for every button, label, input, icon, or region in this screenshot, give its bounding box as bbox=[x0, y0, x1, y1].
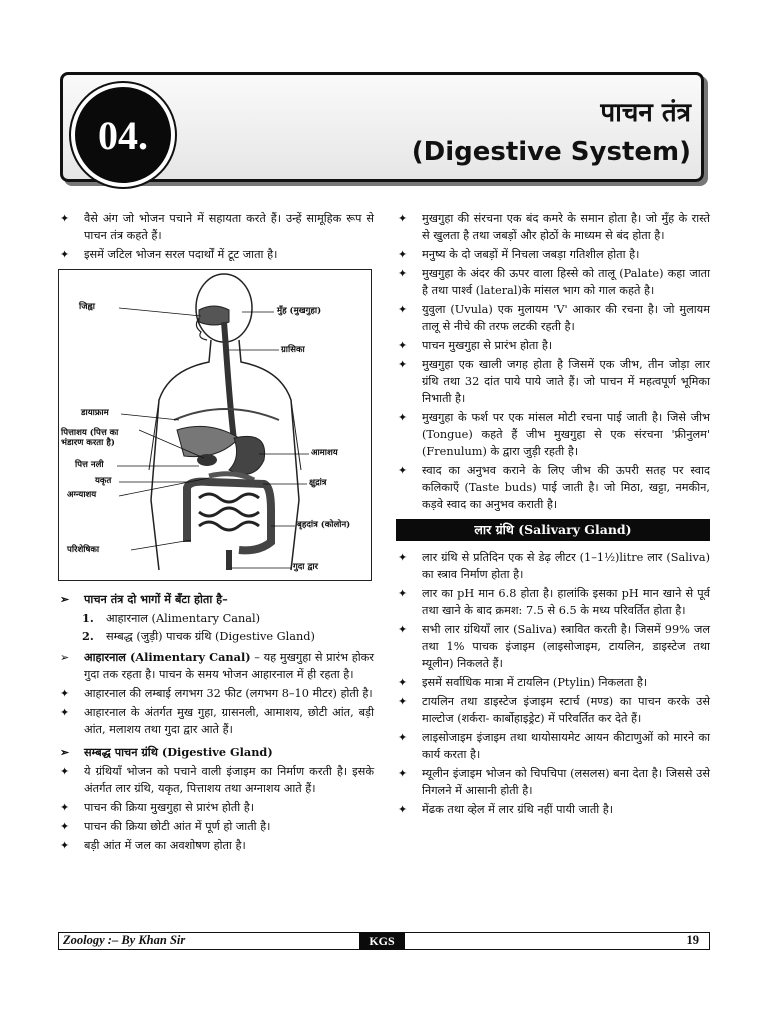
arrow-bullet-icon: ➢ bbox=[60, 746, 70, 759]
star-bullet-icon: ✦ bbox=[60, 801, 70, 814]
label-stomach: आमाशय bbox=[311, 448, 338, 458]
salivary-gland-section-title: लार ग्रंथि (Salivary Gland) bbox=[396, 519, 710, 541]
saliva-point: ✦ सभी लार ग्रंथियाँ लार (Saliva) स्त्रावित करती है। जिसमें 99% जल तथा 1% पाचक इंजाइम (लाइसोजाइम, टायलिन, डाइस्टेज तथा म्यूलीन) निकलते हैं। bbox=[398, 623, 710, 670]
label-diaphragm: डायाफ्राम bbox=[81, 408, 109, 418]
star-bullet-icon: ✦ bbox=[60, 212, 70, 225]
label-bile-duct: पित्त नली bbox=[75, 460, 104, 470]
page-footer bbox=[58, 932, 710, 950]
mouth-point: ✦ पाचन मुखगुहा से प्रारंभ होता है। bbox=[398, 339, 553, 352]
chapter-title-english: (Digestive System) bbox=[411, 137, 691, 167]
gland-point: ✦ ये ग्रंथियाँ भोजन को पचाने वाली इंजाइम का निर्माण करती है। इसके अंतर्गत लार ग्रंथि, यकृत, पित्ताशय तथा अग्नाशय आते हैं। bbox=[60, 765, 374, 795]
star-bullet-icon: ✦ bbox=[398, 248, 408, 261]
arrow-bullet-icon: ➢ bbox=[60, 651, 70, 664]
mouth-point: ✦ मुखगुहा की संरचना एक बंद कमरे के समान होता है। जो मुँह के रास्ते से खुलता है तथा जबड़ों और होठों के माध्यम से बंद होता है। bbox=[398, 212, 710, 242]
star-bullet-icon: ✦ bbox=[398, 303, 408, 316]
parts-item: 1. आहारनाल (Alimentary Canal) bbox=[82, 611, 261, 625]
star-bullet-icon: ✦ bbox=[398, 358, 408, 371]
star-bullet-icon: ✦ bbox=[398, 676, 408, 689]
star-bullet-icon: ✦ bbox=[398, 767, 408, 780]
parts-item: 2. सम्बद्ध (जुड़ी) पाचक ग्रंथि (Digestive Gland) bbox=[82, 629, 315, 643]
star-bullet-icon: ✦ bbox=[398, 551, 408, 564]
mouth-point: ✦ मुखगुहा के अंदर की ऊपर वाला हिस्से को तालू (Palate) कहा जाता है तथा पार्श्व (lateral)के मांसल भाग को गाल कहते है। bbox=[398, 267, 710, 297]
star-bullet-icon: ✦ bbox=[60, 687, 70, 700]
digestive-system-illustration bbox=[59, 270, 371, 580]
footer-publisher-badge: KGS bbox=[359, 932, 405, 950]
gland-point: ✦ बड़ी आंत में जल का अवशोषण होता है। bbox=[60, 839, 246, 852]
label-large-intestine: बृहदांत्र (कोलोन) bbox=[297, 520, 351, 530]
mouth-point: ✦ मुखगुहा के फर्श पर एक मांसल मोटी रचना पाई जाती है। जिसे जीभ (Tongue) कहते हैं जीभ मुखगुहा से एक संरचना 'फ्रीनुलम' (Frenulum) के द्वारा जुड़ी रहती है। bbox=[398, 411, 710, 458]
label-anus: गुदा द्वार bbox=[293, 562, 319, 572]
star-bullet-icon: ✦ bbox=[60, 765, 70, 778]
star-bullet-icon: ✦ bbox=[398, 587, 408, 600]
label-gallbladder: पित्ताशय (पित्त का भंडारण करता है) bbox=[61, 428, 119, 448]
star-bullet-icon: ✦ bbox=[398, 623, 408, 636]
saliva-point: ✦ लार का pH मान 6.8 होता है। हालांकि इसका pH मान खाने से पूर्व तथा खाने के बाद क्रमश: 7.5 से 6.5 के मध्य परिवर्तित होता है। bbox=[398, 587, 710, 617]
mouth-point: ✦ स्वाद का अनुभव कराने के लिए जीभ की ऊपरी सतह पर स्वाद कलिकाएँ (Taste buds) पाई जाती है। जो मिठा, खट्टा, नमकीन, कड़वे स्वाद का अनुभव कराती है। bbox=[398, 464, 710, 511]
chapter-header bbox=[60, 72, 704, 182]
saliva-point: ✦ म्यूलीन इंजाइम भोजन को चिपचिपा (लसलस) बना देता है। जिससे उसे निगलने में आसानी होती है। bbox=[398, 767, 710, 797]
intro-point: ✦ इसमें जटिल भोजन सरल पदार्थों में टूट जाता है। bbox=[60, 248, 278, 261]
label-tongue: जिह्वा bbox=[79, 302, 96, 312]
gland-heading: ➢ सम्बद्ध पाचन ग्रंथि (Digestive Gland) bbox=[60, 745, 273, 759]
star-bullet-icon: ✦ bbox=[398, 695, 408, 708]
footer-book-title: Zoology :– By Khan Sir bbox=[63, 933, 186, 947]
digestive-system-diagram bbox=[58, 269, 372, 581]
star-bullet-icon: ✦ bbox=[398, 339, 408, 352]
label-small-intestine: क्षुद्रांत्र bbox=[309, 478, 327, 488]
arrow-bullet-icon: ➢ bbox=[60, 593, 70, 606]
label-esophagus: ग्रासिका bbox=[281, 345, 305, 355]
right-column bbox=[396, 210, 710, 820]
label-mouth: मुँह (मुखगुहा) bbox=[277, 306, 322, 316]
saliva-point: ✦ टायलिन तथा डाइस्टेज इंजाइम स्टार्च (मण्ड) का पाचन करके उसे माल्टोज (शर्करा- कार्बोहाइड्रेट) में परिवर्तित कर देते हैं। bbox=[398, 695, 710, 725]
canal-point: ✦ आहारनाल की लम्बाई लगभग 32 फीट (लगभग 8–10 मीटर) होती है। bbox=[60, 687, 373, 700]
star-bullet-icon: ✦ bbox=[398, 411, 408, 424]
label-pancreas: अग्न्याशय bbox=[67, 490, 97, 500]
star-bullet-icon: ✦ bbox=[398, 267, 408, 280]
mouth-point: ✦ मनुष्य के दो जबड़ों में निचला जबड़ा गतिशील होता है। bbox=[398, 248, 640, 261]
saliva-point: ✦ इसमें सर्वाधिक मात्रा में टायलिन (Ptylin) निकलता है। bbox=[398, 676, 648, 689]
mouth-point: ✦ युवुला (Uvula) एक मुलायम 'V' आकार की रचना है। जो मुलायम तालू से नीचे की तरफ लटकी रहती है। bbox=[398, 303, 710, 333]
label-appendix: परिशेषिका bbox=[67, 545, 100, 555]
star-bullet-icon: ✦ bbox=[398, 731, 408, 744]
gland-point: ✦ पाचन की क्रिया मुखगुहा से प्रारंभ होती है। bbox=[60, 801, 255, 814]
chapter-title-hindi: पाचन तंत्र bbox=[600, 98, 691, 128]
canal-heading: ➢ आहारनाल (Alimentary Canal) – यह मुखगुहा से प्रारंभ होकर गुदा तक रहता है। पाचन के समय भोजन आहारनाल में ही रहता है। bbox=[60, 650, 374, 681]
saliva-point: ✦ लाइसोजाइम इंजाइम तथा थायोसायमेट आयन कीटाणुओं को मारने का कार्य करता है। bbox=[398, 731, 710, 761]
star-bullet-icon: ✦ bbox=[60, 248, 70, 261]
star-bullet-icon: ✦ bbox=[398, 803, 408, 816]
label-liver: यकृत bbox=[95, 476, 112, 486]
star-bullet-icon: ✦ bbox=[60, 820, 70, 833]
gland-point: ✦ पाचन की क्रिया छोटी आंत में पूर्ण हो जाती है। bbox=[60, 820, 271, 833]
left-column bbox=[58, 210, 374, 856]
chapter-number-badge: 04. bbox=[71, 83, 175, 187]
star-bullet-icon: ✦ bbox=[398, 212, 408, 225]
star-bullet-icon: ✦ bbox=[398, 464, 408, 477]
canal-point: ✦ आहारनाल के अंतर्गत मुख गुहा, ग्रासनली, आमाशय, छोटी आंत, बड़ी आंत, मलाशय तथा गुदा द्वार आते हैं। bbox=[60, 706, 374, 736]
page-number: 19 bbox=[686, 933, 699, 947]
star-bullet-icon: ✦ bbox=[60, 839, 70, 852]
intro-point: ✦ वैसे अंग जो भोजन पचाने में सहायता करते हैं। उन्हें सामूहिक रूप से पाचन तंत्र कहते हैं। bbox=[60, 212, 374, 242]
mouth-point: ✦ मुखगुहा एक खाली जगह होता है जिसमें एक जीभ, तीन जोड़ा लार ग्रंथि तथा 32 दांत पाये पाये जाते हैं। जो पाचन में महत्वपूर्ण भूमिका निभाती है। bbox=[398, 358, 710, 405]
saliva-point: ✦ मेंढक तथा व्हेल में लार ग्रंथि नहीं पायी जाती है। bbox=[398, 803, 614, 816]
saliva-point: ✦ लार ग्रंथि से प्रतिदिन एक से डेढ़ लीटर (1–1½)litre लार (Saliva) का स्त्राव निर्माण होता है। bbox=[398, 551, 710, 581]
star-bullet-icon: ✦ bbox=[60, 706, 70, 719]
parts-heading: ➢ पाचन तंत्र दो भागों में बँटा होता है– bbox=[60, 592, 228, 606]
